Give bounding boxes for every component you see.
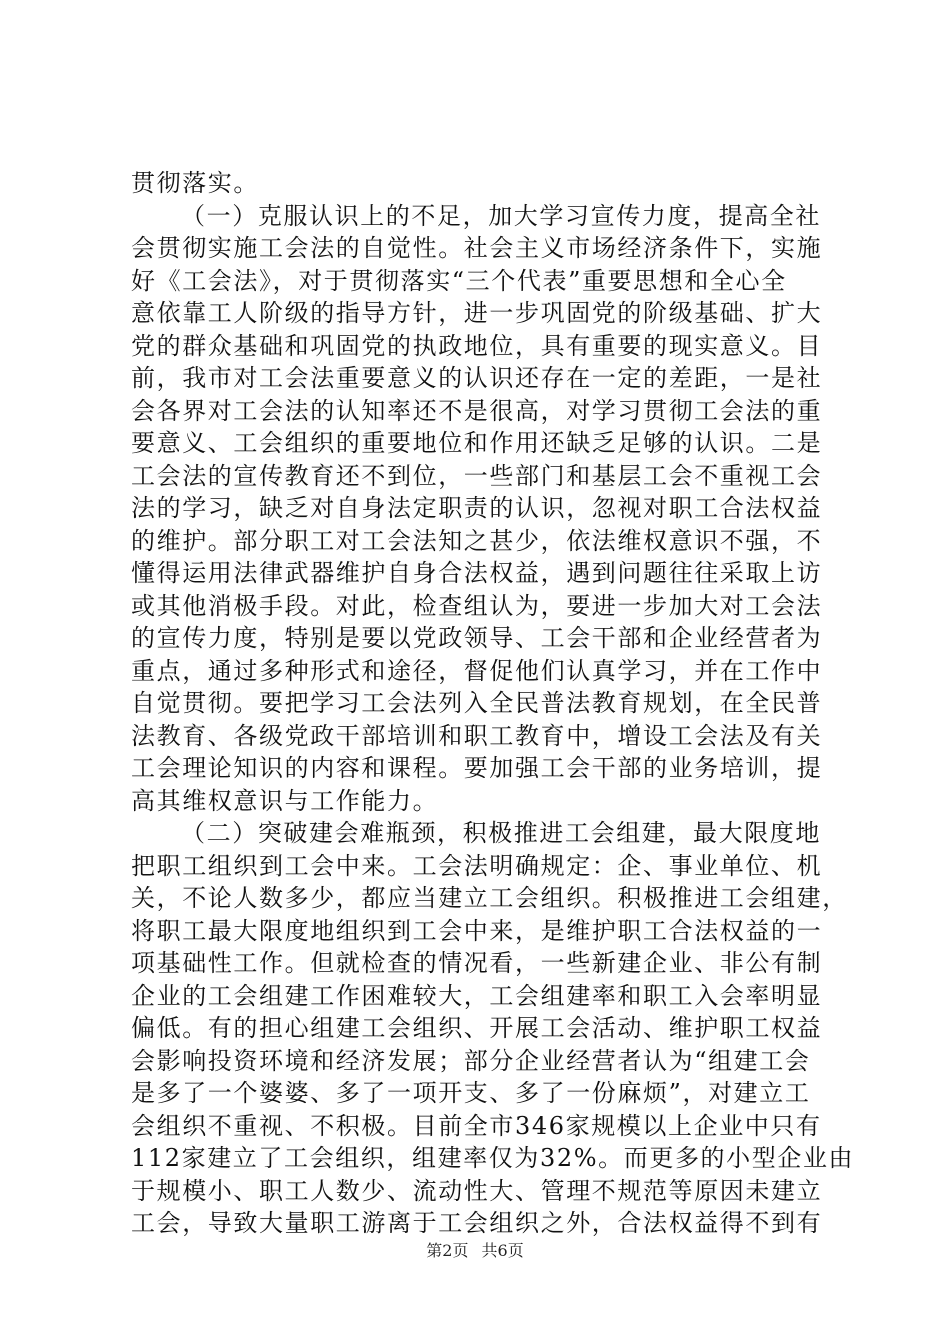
- text-line: 高其维权意识与工作能力。: [131, 786, 439, 815]
- text-line: 会影响投资环境和经济发展；部分企业经营者认为“组建工会: [131, 1046, 811, 1075]
- text-line: 法的学习，缺乏对自身法定职责的认识，忽视对职工合法权益: [131, 494, 823, 522]
- text-line: 法教育、各级党政干部培训和职工教育中，增设工会法及有关: [131, 721, 823, 750]
- text-line: 自觉贯彻。要把学习工会法列入全民普法教育规划，在全民普: [131, 689, 823, 717]
- text-line: 好《工会法》，对于贯彻落实“三个代表”重要思想和全心全: [131, 266, 787, 295]
- page-footer: [0, 1238, 950, 1261]
- text-line: 懂得运用法律武器维护自身合法权益，遇到问题往往采取上访: [131, 559, 823, 587]
- text-line: 关，不论人数多少，都应当建立工会组织。积极推进工会组建，: [131, 884, 848, 912]
- text-line: 贯彻落实。: [131, 169, 259, 197]
- text-line: 将职工最大限度地组织到工会中来，是维护职工合法权益的一: [131, 916, 823, 945]
- text-line: 会各界对工会法的认知率还不是很高，对学习贯彻工会法的重: [131, 396, 823, 425]
- text-line: 工会法的宣传教育还不到位，一些部门和基层工会不重视工会: [131, 461, 823, 490]
- body-text: [131, 167, 855, 1240]
- text-line: 党的群众基础和巩固党的执政地位，具有重要的现实意义。目: [131, 331, 823, 360]
- text-line: 的维护。部分职工对工会法知之甚少，依法维权意识不强，不: [131, 526, 823, 555]
- text-line: 前，我市对工会法重要意义的认识还存在一定的差距，一是社: [131, 364, 823, 392]
- text-line: 偏低。有的担心组建工会组织、开展工会活动、维护职工权益: [131, 1014, 823, 1042]
- text-line: 会组织不重视、不积极。目前全市346家规模以上企业中只有: [131, 1111, 822, 1140]
- text-line: 工会，导致大量职工游离于工会组织之外，合法权益得不到有: [131, 1209, 823, 1237]
- paragraph-start-line: （一）克服认识上的不足，加大学习宣传力度，提高全社: [181, 201, 821, 230]
- text-line: 工会理论知识的内容和课程。要加强工会干部的业务培训，提: [131, 754, 823, 782]
- text-line: 是多了一个婆婆、多了一项开支、多了一份麻烦”，对建立工: [131, 1079, 811, 1107]
- text-line: 把职工组织到工会中来。工会法明确规定：企、事业单位、机: [131, 851, 823, 880]
- text-line: 项基础性工作。但就检查的情况看，一些新建企业、非公有制: [131, 949, 823, 977]
- page-number: 第2页: [426, 1241, 469, 1260]
- text-line: 要意义、工会组织的重要地位和作用还缺乏足够的认识。二是: [131, 429, 823, 457]
- text-line: 企业的工会组建工作困难较大，工会组建率和职工入会率明显: [131, 981, 823, 1010]
- paragraph-start-line: （二）突破建会难瓶颈，积极推进工会组建，最大限度地: [181, 819, 821, 847]
- text-line: 于规模小、职工人数少、流动性大、管理不规范等原因未建立: [131, 1176, 823, 1205]
- text-line: 的宣传力度，特别是要以党政领导、工会干部和企业经营者为: [131, 624, 823, 652]
- text-line: 112家建立了工会组织，组建率仅为32%。而更多的小型企业由: [131, 1144, 855, 1172]
- text-line: 或其他消极手段。对此，检查组认为，要进一步加大对工会法: [131, 591, 823, 620]
- text-line: 会贯彻实施工会法的自觉性。社会主义市场经济条件下，实施: [131, 234, 823, 262]
- page-total: 共6页: [481, 1241, 524, 1260]
- text-line: 重点，通过多种形式和途径，督促他们认真学习，并在工作中: [131, 656, 823, 685]
- text-line: 意依靠工人阶级的指导方针，进一步巩固党的阶级基础、扩大: [131, 299, 823, 327]
